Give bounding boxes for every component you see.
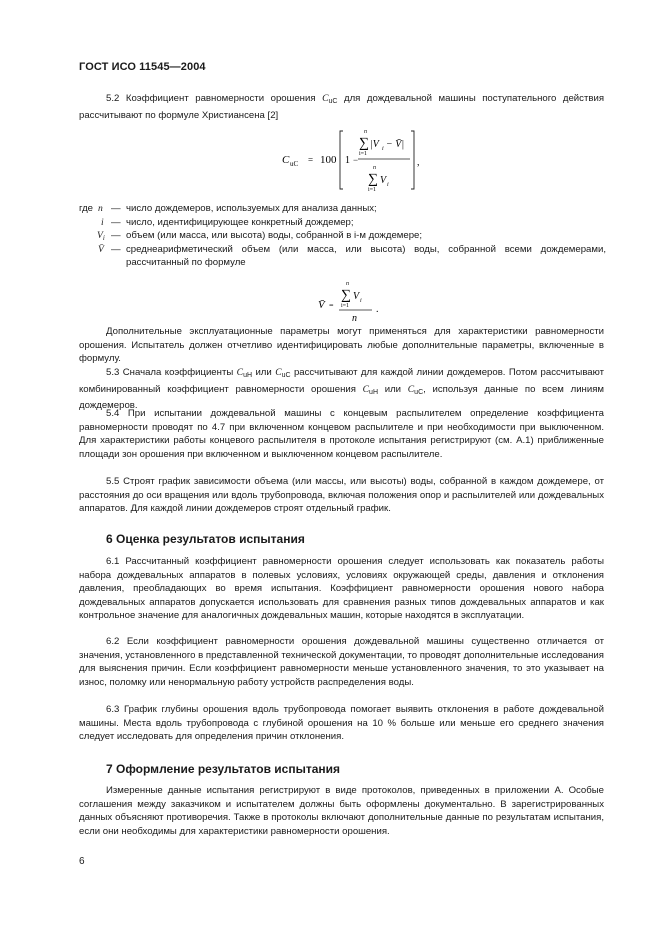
formula2-lhs: V̄ [318, 299, 325, 311]
formula-mean-volume [312, 278, 392, 324]
paragraph-6-1: 6.1 Рассчитанный коэффициент равномерности орошения следует использовать как показатель работы набора дождевальных аппаратов в полевых условиях, условиях окружающей среды, давления и отклонения давления, преобладающих во время испытания. Коэффициент равномерности орошения нового набора дождевальных аппаратов допускается использовать для сравнения разных типов дождевальных аппаратов и как контрольное значение для аналогичных дождевальных машин, которые находятся в эксплуатации. [79, 556, 604, 621]
definitions-list [79, 202, 609, 270]
paragraph-5-3: 5.3 Сначала коэффициенты $C_{uH}$ или $C_{uC}$ рассчитывают для каждой линии дождемеров. Потом рассчитывают комбинированный коэффициент равномерности орошения $C_{uH}$ или $C_{uC}$, используя данные по всем линиям дождемеров. [79, 367, 605, 411]
paragraph-6-3: 6.3 График глубины орошения вдоль трубопровода помогает выявить отклонения в работе дождевальной машины. Места вдоль трубопровода с глубиной орошения на 10 % больше или меньше его среднего значения следует исследовать для определения причин отклонения. [79, 704, 604, 742]
document-header: ГОСТ ИСО 11545—2004 [79, 61, 206, 73]
formula2-var-sub: i [360, 298, 362, 304]
section-7-title: 7 Оформление результатов испытания [106, 762, 340, 776]
formula1-trail: , [417, 157, 420, 168]
paragraph-additional-params: Дополнительные эксплуатационные параметры могут применяться для характеристики равномерности орошения. Испытатель должен отчетливо идентифицировать любые дополнительные параметры, включенные в формулу. [79, 326, 604, 364]
formula1-num-sigma: ∑ [359, 136, 369, 151]
paragraph-5-2: 5.2 Коэффициент равномерности орошения $C_{uC}$ для дождевальной машины поступательного действия рассчитывают по формуле Христиансена [2] [79, 93, 605, 121]
formula1-num-expr: |V [370, 139, 379, 150]
definition-item: $V_i$ — объем (или масса, или высота) воды, собранной в i-м дождемере; [97, 230, 423, 242]
formula1-eq: = [308, 155, 314, 165]
formula1-den-sigma: ∑ [368, 172, 378, 187]
formula1-minus: − [353, 155, 359, 165]
formula2-lower: i=1 [341, 303, 350, 309]
paragraph-6-2: 6.2 Если коэффициент равномерности орошения дождевальной машины существенно отличается от значения, установленного в представленной технической документации, то проводят дополнительные исследования для выяснения причин. Если коэффициент равномерности меньше установленного значения, то это указывает на износ, поломку или ненормальную работу устройств распределения воды. [79, 636, 604, 688]
formula2-sigma: ∑ [341, 288, 351, 303]
formula1-num-rest: − V̄| [386, 139, 405, 150]
formula-christiansen [270, 125, 450, 195]
formula2-trail: . [376, 304, 379, 315]
formula1-one: 1 [345, 155, 350, 166]
paragraph-7: Измеренные данные испытания регистрируют в виде протоколов, приведенных в приложении А. Особые соглашения между заказчиком и испытателем должны быть оформлены документально. В зарегистрированных данных объясняют противоречия. Также в протоколы включают дополнительные данные по результатам испытания, если они необходимы для характеристики равномерности орошения. [79, 785, 604, 837]
formula1-num-upper: n [364, 129, 367, 135]
definition-item: i — число, идентифицирующее конкретный дождемер; [101, 216, 354, 228]
formula1-den-upper: n [373, 165, 376, 171]
formula2-var: V [353, 291, 360, 302]
formula1-factor: 100 [320, 154, 337, 166]
paragraph-5-4: 5.4 При испытании дождевальной машины с концевым распылителем определение коэффициента равномерности проводят по 4.7 при включенном концевом распылителе и при необходимости при выключенном. Для характеристики работы концевого распылителя в протоколе испытания регистрируют (см. А.1) приближенные площади зон орошения при включенном и выключенном концевом распылителе. [79, 408, 604, 460]
formula2-den: n [352, 313, 357, 324]
formula2-upper: n [346, 281, 349, 287]
formula1-lhs-sub: uC [290, 160, 299, 168]
formula1-lhs: C [282, 154, 290, 166]
definition-item: где n — число дождемеров, используемых для анализа данных; [79, 203, 377, 214]
definition-item: V̄ — среднеарифметический объем (или масса, или высота) воды, собранной всеми дождемерами, рассчитанный по формуле [98, 243, 606, 268]
formula2-eq: = [329, 301, 334, 310]
formula1-num-sub: i [382, 146, 384, 152]
paragraph-5-5: 5.5 Строят график зависимости объема (или массы, или высоты) воды, собранной в каждом дождемере, от расстояния до оси вращения или вдоль трубопровода, включая положения опор и распылителей или дождевальных аппаратов. Для каждой линии дождемеров строят отдельный график. [79, 476, 604, 514]
formula1-den-sub: i [387, 182, 389, 188]
page-number: 6 [79, 856, 85, 867]
formula1-den-lower: i=1 [368, 187, 377, 193]
formula1-num-lower: i=1 [359, 151, 368, 157]
formula1-den-var: V [380, 175, 387, 186]
section-6-title: 6 Оценка результатов испытания [106, 532, 305, 546]
